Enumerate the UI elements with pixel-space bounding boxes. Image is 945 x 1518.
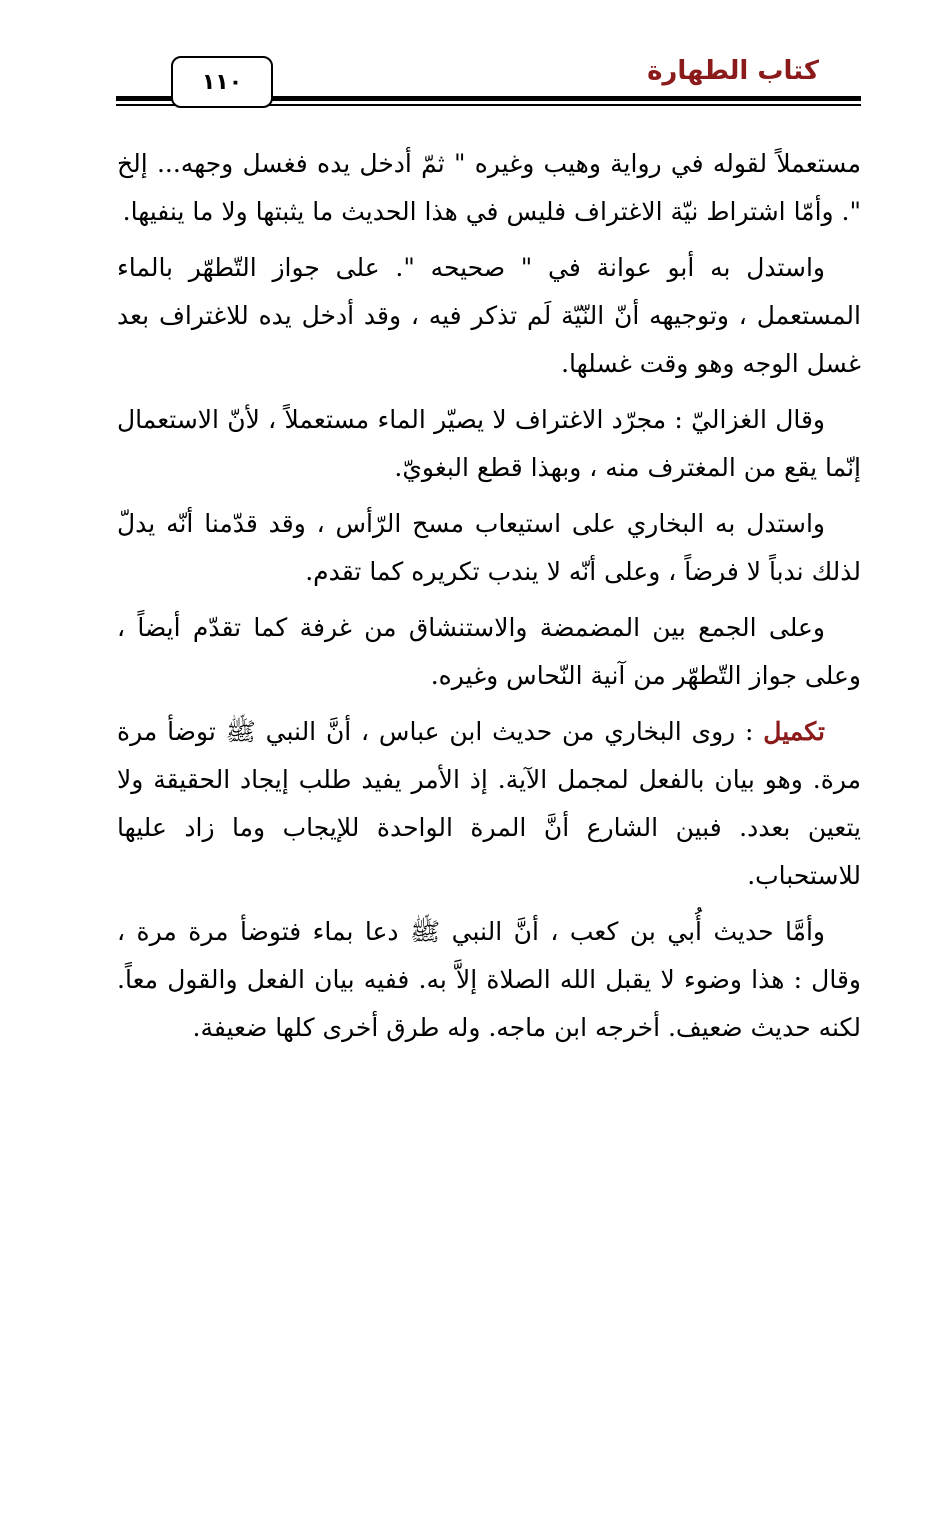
paragraph-6-text: : روى البخاري من حديث ابن عباس ، أنَّ النبي ﷺ توضأ مرة مرة. وهو بيان بالفعل لمجمل الآية. إذ الأمر يفيد طلب إيجاد الحقيقة ولا يتعين بعدد. فبين الشارع أنَّ المرة الواحدة للإيجاب وما زاد عليها للاستحباب. <box>117 717 861 890</box>
page-number: ١١٠ <box>171 56 273 108</box>
paragraph-1: مستعملاً لقوله في رواية وهيب وغيره " ثمّ أدخل يده فغسل وجهه... إلخ ". وأمّا اشتراط نيّة الاغتراف فليس في هذا الحديث ما يثبتها ولا ما ينفيها. <box>117 149 861 226</box>
page-body <box>117 140 861 1060</box>
paragraph-3: وقال الغزاليّ : مجرّد الاغتراف لا يصيّر الماء مستعملاً ، لأنّ الاستعمال إنّما يقع من المغترف منه ، وبهذا قطع البغويّ. <box>117 405 861 482</box>
takmil-label: تكميل <box>763 717 825 746</box>
paragraph-4: واستدل به البخاري على استيعاب مسح الرّأس ، وقد قدّمنا أنّه يدلّ لذلك ندباً لا فرضاً ، وعلى أنّه لا يندب تكريره كما تقدم. <box>117 509 861 586</box>
paragraph-7: وأمَّا حديث أُبي بن كعب ، أنَّ النبي ﷺ دعا بماء فتوضأ مرة مرة ، وقال : هذا وضوء لا يقبل الله الصلاة إلاَّ به. ففيه بيان الفعل والقول معاً. لكنه حديث ضعيف. أخرجه ابن ماجه. وله طرق أخرى كلها ضعيفة. <box>117 917 861 1042</box>
paragraph-2: واستدل به أبو عوانة في " صحيحه ". على جواز التّطهّر بالماء المستعمل ، وتوجيهه أنّ النّيّة لَم تذكر فيه ، وقد أدخل يده للاغتراف بعد غسل الوجه وهو وقت غسلها. <box>117 253 861 378</box>
paragraph-6 <box>117 708 861 900</box>
paragraph-5: وعلى الجمع بين المضمضة والاستنشاق من غرفة كما تقدّم أيضاً ، وعلى جواز التّطهّر من آنية النّحاس وغيره. <box>117 613 861 690</box>
page-header <box>116 52 861 112</box>
book-title: كتاب الطهارة <box>647 56 819 86</box>
